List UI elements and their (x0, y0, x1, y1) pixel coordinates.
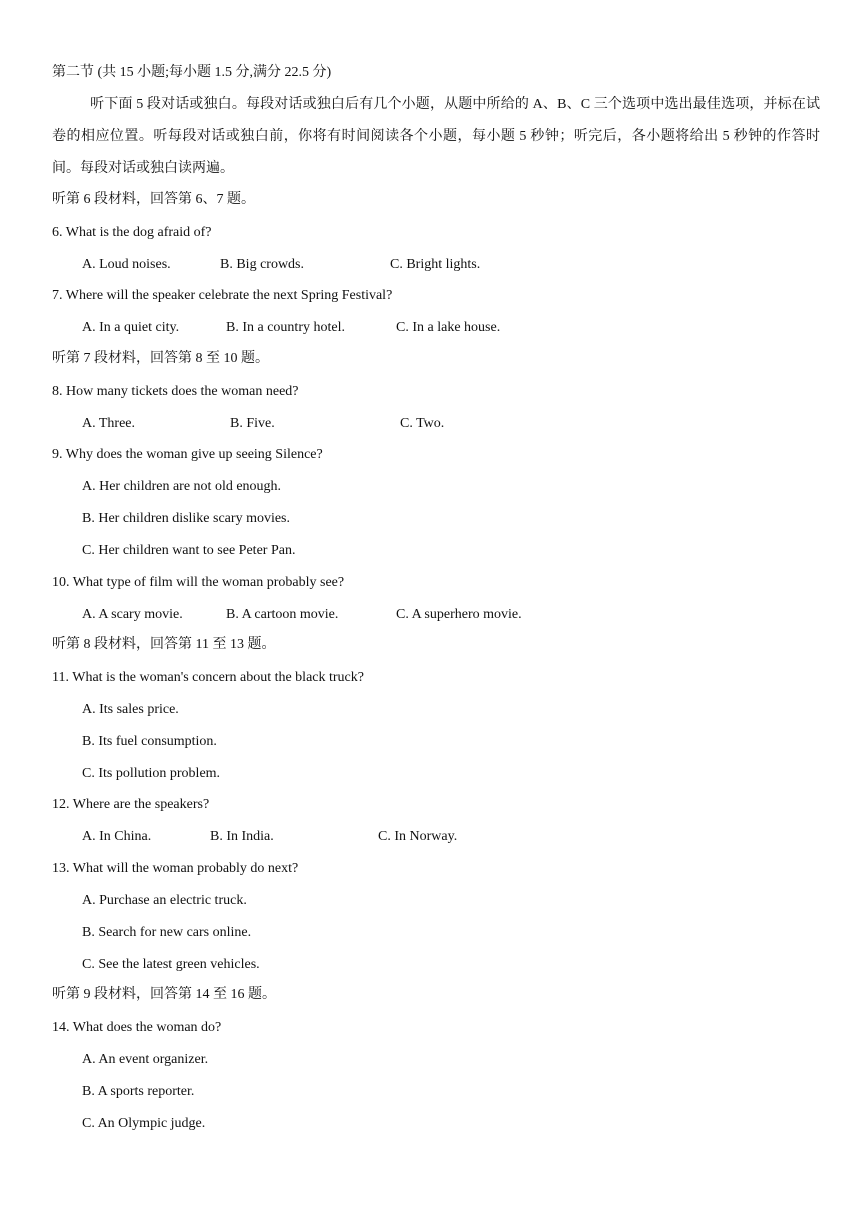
option-b[interactable]: B. Big crowds. (220, 257, 304, 272)
question-stem: 13. What will the woman probably do next? (52, 861, 299, 876)
option-b[interactable]: B. In India. (210, 829, 274, 844)
option-c[interactable]: C. A superhero movie. (396, 607, 522, 622)
option-c[interactable]: C. Bright lights. (390, 257, 481, 272)
option-a[interactable]: A. Purchase an electric truck. (82, 893, 247, 908)
group-label: 听第 9 段材料，回答第 14 至 16 题。 (52, 987, 276, 1002)
option-b[interactable]: B. In a country hotel. (226, 320, 345, 335)
section-title: 第二节 (共 15 小题;每小题 1.5 分,满分 22.5 分) (52, 65, 332, 80)
option-b[interactable]: B. A sports reporter. (82, 1084, 195, 1099)
section-instructions (52, 89, 820, 185)
question-stem: 8. How many tickets does the woman need? (52, 384, 299, 399)
option-b[interactable]: B. Search for new cars online. (82, 925, 252, 940)
option-a[interactable]: A. An event organizer. (82, 1052, 209, 1067)
option-c[interactable]: C. In Norway. (378, 829, 458, 844)
option-c[interactable]: C. An Olympic judge. (82, 1116, 206, 1131)
question-stem: 14. What does the woman do? (52, 1020, 222, 1035)
option-b[interactable]: B. Its fuel consumption. (82, 734, 217, 749)
group-label: 听第 6 段材料，回答第 6、7 题。 (52, 192, 255, 207)
question-stem: 6. What is the dog afraid of? (52, 225, 212, 240)
option-a[interactable]: A. Three. (82, 416, 135, 431)
option-b[interactable]: B. Five. (230, 416, 275, 431)
option-a[interactable]: A. A scary movie. (82, 607, 183, 622)
option-a[interactable]: A. In China. (82, 829, 152, 844)
question-stem: 10. What type of film will the woman probably see? (52, 575, 345, 590)
option-b[interactable]: B. Her children dislike scary movies. (82, 511, 291, 526)
option-c[interactable]: C. See the latest green vehicles. (82, 957, 260, 972)
option-b[interactable]: B. A cartoon movie. (226, 607, 339, 622)
question-stem: 11. What is the woman's concern about the black truck? (52, 670, 364, 685)
option-a[interactable]: A. In a quiet city. (82, 320, 180, 335)
question-stem: 12. Where are the speakers? (52, 797, 210, 812)
option-a[interactable]: A. Loud noises. (82, 257, 171, 272)
option-a[interactable]: A. Her children are not old enough. (82, 479, 282, 494)
option-c[interactable]: C. Two. (400, 416, 445, 431)
option-c[interactable]: C. Its pollution problem. (82, 766, 221, 781)
instructions-text: 听下面 5 段对话或独白。每段对话或独白后有几个小题，从题中所给的 A、B、C 三个选项中选出最佳选项，并标在试卷的相应位置。听每段对话或独白前，你将有时间阅读各个小题，每小题 5 秒钟；听完后，各小题将给出 5 秒钟的作答时间。每段对话或独白读两遍。 (52, 97, 820, 176)
option-c[interactable]: C. In a lake house. (396, 320, 501, 335)
question-stem: 9. Why does the woman give up seeing Silence? (52, 447, 323, 462)
group-label: 听第 8 段材料，回答第 11 至 13 题。 (52, 637, 276, 652)
option-c[interactable]: C. Her children want to see Peter Pan. (82, 543, 296, 558)
question-stem: 7. Where will the speaker celebrate the next Spring Festival? (52, 288, 393, 303)
option-a[interactable]: A. Its sales price. (82, 702, 179, 717)
group-label: 听第 7 段材料，回答第 8 至 10 题。 (52, 351, 269, 366)
